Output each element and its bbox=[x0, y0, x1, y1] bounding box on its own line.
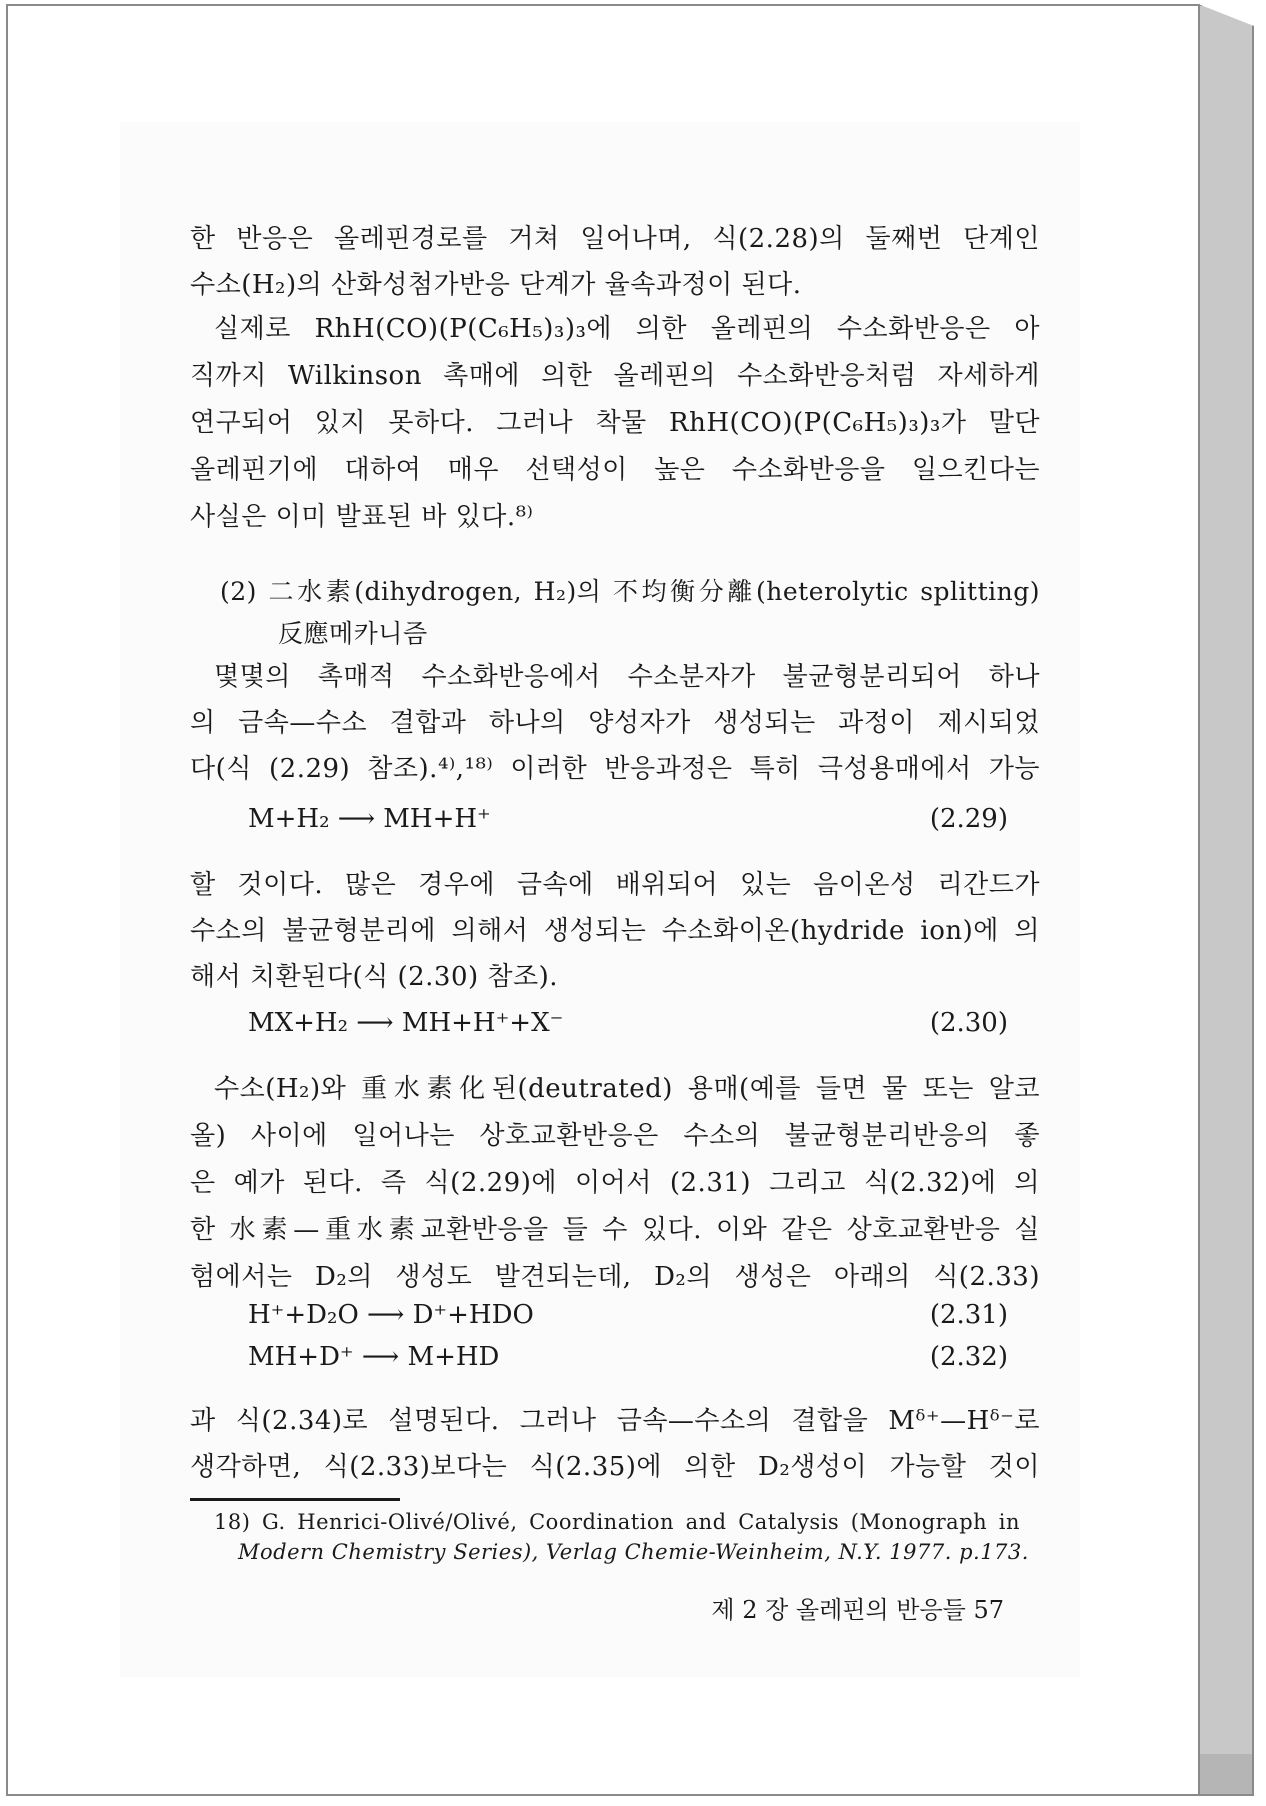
equation-2-31 bbox=[248, 1300, 1008, 1330]
heading-line: (2) 二水素(dihydrogen, H₂)의 不均衡分離(heterolytic splitting) bbox=[220, 577, 1040, 606]
running-footer: 제 2 장 올레핀의 반응들 57 bbox=[711, 1596, 1004, 1624]
text-line: 과 식(2.34)로 설명된다. 그러나 금속—수소의 결합을 Mᵟ⁺—Hᵟ⁻로 bbox=[190, 1406, 1040, 1436]
text-line: 할 것이다. 많은 경우에 금속에 배위되어 있는 음이온성 리간드가 bbox=[190, 870, 1040, 900]
text-line: 몇몇의 촉매적 수소화반응에서 수소분자가 불균형분리되어 하나 bbox=[214, 662, 1040, 692]
text-line: 실제로 RhH(CO)(P(C₆H₅)₃)₃에 의한 올레핀의 수소화반응은 아 bbox=[214, 314, 1040, 344]
heading-line: 反應메카니즘 bbox=[278, 619, 428, 648]
equation-2-30 bbox=[248, 1008, 1008, 1038]
text-line: 의 금속—수소 결합과 하나의 양성자가 생성되는 과정이 제시되었 bbox=[190, 708, 1040, 738]
text-line: 올레핀기에 대하여 매우 선택성이 높은 수소화반응을 일으킨다는 bbox=[190, 455, 1040, 485]
text-line: 다(식 (2.29) 참조).⁴⁾,¹⁸⁾ 이러한 반응과정은 특히 극성용매에서 가능 bbox=[190, 754, 1040, 784]
footnote-rule bbox=[190, 1498, 400, 1501]
equation-expression: MX+H₂ ⟶ MH+H⁺+X⁻ bbox=[248, 1008, 564, 1038]
text-line: 사실은 이미 발표된 바 있다.⁸⁾ bbox=[190, 502, 534, 532]
equation-number: (2.30) bbox=[929, 1008, 1008, 1038]
text-line: 한 水素—重水素교환반응을 들 수 있다. 이와 같은 상호교환반응 실 bbox=[190, 1215, 1040, 1245]
equation-2-32 bbox=[248, 1342, 1008, 1372]
page-edge bbox=[1198, 4, 1254, 1796]
equation-number: (2.29) bbox=[929, 804, 1008, 834]
text-line: 해서 치환된다(식 (2.30) 참조). bbox=[190, 962, 559, 992]
equation-number: (2.31) bbox=[929, 1300, 1008, 1330]
equation-expression: MH+D⁺ ⟶ M+HD bbox=[248, 1342, 500, 1372]
equation-expression: M+H₂ ⟶ MH+H⁺ bbox=[248, 804, 491, 834]
text-line: 수소(H₂)와 重水素化된(deutrated) 용매(예를 들면 물 또는 알코 bbox=[214, 1074, 1040, 1104]
text-line: 올) 사이에 일어나는 상호교환반응은 수소의 불균형분리반응의 좋 bbox=[190, 1121, 1040, 1151]
text-line: 은 예가 된다. 즉 식(2.29)에 이어서 (2.31) 그리고 식(2.32)에 의 bbox=[190, 1168, 1040, 1198]
text-line: 수소의 불균형분리에 의해서 생성되는 수소화이온(hydride ion)에 의 bbox=[190, 916, 1040, 946]
text-line: 한 반응은 올레핀경로를 거쳐 일어나며, 식(2.28)의 둘째번 단계인 bbox=[190, 224, 1040, 254]
equation-2-29 bbox=[248, 804, 1008, 834]
text-line: 직까지 Wilkinson 촉매에 의한 올레핀의 수소화반응처럼 자세하게 bbox=[190, 361, 1040, 391]
text-line: 생각하면, 식(2.33)보다는 식(2.35)에 의한 D₂생성이 가능할 것이 bbox=[190, 1452, 1040, 1482]
equation-expression: H⁺+D₂O ⟶ D⁺+HDO bbox=[248, 1300, 534, 1330]
text-line: 수소(H₂)의 산화성첨가반응 단계가 율속과정이 된다. bbox=[190, 270, 802, 300]
equation-number: (2.32) bbox=[929, 1342, 1008, 1372]
footnote-line: Modern Chemistry Series), Verlag Chemie-Weinheim, N.Y. 1977. p.173. bbox=[238, 1540, 1029, 1564]
text-line: 연구되어 있지 못하다. 그러나 착물 RhH(CO)(P(C₆H₅)₃)₃가 말단 bbox=[190, 408, 1040, 438]
text-line: 험에서는 D₂의 생성도 발견되는데, D₂의 생성은 아래의 식(2.33) bbox=[190, 1262, 1040, 1292]
footnote-line: 18) G. Henrici-Olivé/Olivé, Coordination and Catalysis (Monograph in bbox=[214, 1510, 1020, 1534]
